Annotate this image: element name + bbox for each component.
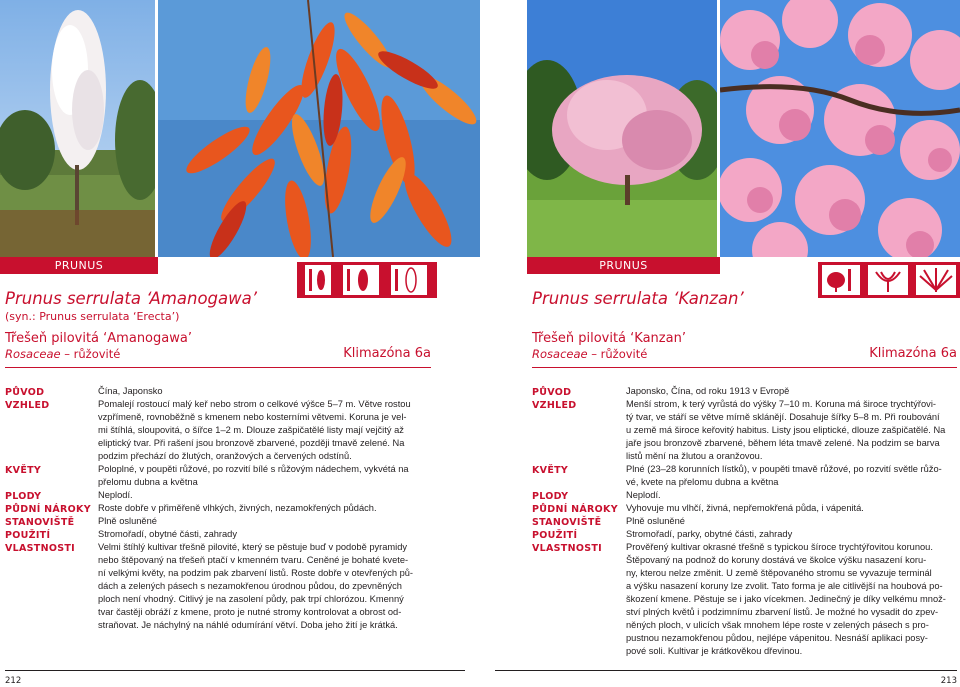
narrow-crown-icon <box>391 265 427 295</box>
footer-divider <box>5 670 465 671</box>
label-vzhled: VZHLED <box>532 400 577 411</box>
synonym: (syn.: Prunus serrulata ‘Erecta’) <box>5 310 180 323</box>
text-line: Čína, Japonsko <box>98 386 163 396</box>
genus-bar: PRUNUS <box>0 257 158 274</box>
text-line: Japonsko, Čína, od roku 1913 v Evropě <box>626 386 790 396</box>
text-line: ploch není vhodný. Citlivý je na zasolení půdy, pak trpí chlorózou. Kmenný <box>98 594 404 604</box>
label-pouziti: POUŽITÍ <box>532 530 578 541</box>
text-line: a výšku nasazení koruny lze zvolit. Tato forma je ale citlivější na houbová po- <box>626 581 943 591</box>
label-vlastnosti: VLASTNOSTI <box>5 543 75 554</box>
text-line: ny, kterou nelze změnit. U země štěpovaného stromu se vyvazuje terminál <box>626 568 932 578</box>
text-line: Štěpovaný na podnož do koruny dostává ve školce výšku nasazení koru- <box>626 555 927 565</box>
header-divider <box>532 367 957 368</box>
attribute-text <box>626 385 958 658</box>
label-vlastnosti: VLASTNOSTI <box>532 543 602 554</box>
text-line: přelomu dubna a května <box>98 477 198 487</box>
text-line: ství plných květů i podzimnímu zbarvení listů. Je možné ho vysadit do zpev- <box>626 607 939 617</box>
text-line: jaře jsou bronzově zbarvené, během léta tmavě zelené. Na podzim se barva <box>626 438 940 448</box>
text-line: něných ploch, v ulicích však mnohem lépe roste v zelených pásech s pro- <box>626 620 929 630</box>
species-title: Prunus serrulata ‘Amanogawa’ <box>5 289 257 308</box>
label-stanoviste: STANOVIŠTĚ <box>5 517 75 528</box>
text-line: Pomalejí rostoucí malý keř nebo strom o celkové výšce 5–7 m. Větve rostou <box>98 399 411 409</box>
text-line: u země má široce keřovitý habitus. Listy jsou eliptické, dlouze zašpičatělé. Na <box>626 425 946 435</box>
text-line: Menší strom, k terý vyrůstá do výšky 7–10 m. Koruna má široce trychtýřovi- <box>626 399 936 409</box>
right-page <box>480 0 960 687</box>
text-line: pové soli. Kultivar je krátkověkou dřevinou. <box>626 646 803 656</box>
text-line: tvar častěji obráží z kmene, proto je nutné stromy kontrolovat a obrost od- <box>98 607 402 617</box>
label-pouziti: POUŽITÍ <box>5 530 51 541</box>
text-line: Velmi štíhlý kultivar třešně pilovité, který se pěstuje buď v podobě pyramidy <box>98 542 408 552</box>
text-line: Poloplné, v poupěti růžové, po rozvití bílé s růžovým nádechem, vykvétá na <box>98 464 409 474</box>
text-line: Vyhovuje mu vlhčí, živná, nepřemokřená půda, i vápenitá. <box>626 503 864 513</box>
text-line: listů mění na žlutou a oranžovou. <box>626 451 763 461</box>
text-line: podzim přechází do žlutých, oranžových a červených odstínů. <box>98 451 352 461</box>
species-title: Prunus serrulata ‘Kanzan’ <box>532 289 744 308</box>
genus-bar: PRUNUS <box>527 257 720 274</box>
text-line: Neplodí. <box>98 490 133 500</box>
fan-crown-icon <box>868 265 908 295</box>
tree-height-icon <box>822 265 860 295</box>
text-line: Prověřený kultivar okrasné třešně s typickou šírocе trychtýřovitou korunou. <box>626 542 933 552</box>
page-number: 213 <box>940 676 957 686</box>
label-kvety: KVĚTY <box>532 465 569 476</box>
text-line: škození kmene. Pěstuje se i jako vícekmen. Jedinečný je díky velkému množ- <box>626 594 946 604</box>
photo-columnar-tree <box>0 0 155 257</box>
footer-divider <box>495 670 957 671</box>
photo-kanzan-tree <box>527 0 717 257</box>
label-plody: PLODY <box>532 491 569 502</box>
label-puvod: PŮVOD <box>532 387 572 398</box>
climate-zone: Klimazóna 6a <box>869 346 957 361</box>
text-line: mi štíhlá, sloupovitá, o šířce 1–2 m. Dlouze zašpičatělé listy mají vejčitý až <box>98 425 404 435</box>
page-number: 212 <box>5 676 22 686</box>
columnar-tree-icon <box>343 265 379 295</box>
label-pudni: PŮDNÍ NÁROKY <box>532 504 618 515</box>
czech-name: Třešeň pilovitá ‘Kanzan’ <box>532 331 686 346</box>
label-stanoviste: STANOVIŠTĚ <box>532 517 602 528</box>
text-line: Stromořadí, obytné části, zahrady <box>98 529 238 539</box>
text-line: straňovat. Je náchylný na náhlé odumírání větví. Doba jeho žití je krátká. <box>98 620 398 630</box>
text-line: vé, kvete na přelomu dubna a května <box>626 477 779 487</box>
text-line: Stromořadí, parky, obytné části, zahrady <box>626 529 793 539</box>
family-czech: – růžovité <box>587 347 648 361</box>
attribute-text <box>98 385 438 632</box>
czech-name: Třešeň pilovitá ‘Amanogawa’ <box>5 331 192 346</box>
label-kvety: KVĚTY <box>5 465 42 476</box>
text-line: eliptický tvar. Při rašení jsou bronzově zbarvené, později tmavě zelené. Na <box>98 438 405 448</box>
family <box>5 347 120 361</box>
family-czech: – růžovité <box>60 347 121 361</box>
text-line: Roste dobře v přiměřeně vlhkých, živných, nezamokřených půdách. <box>98 503 377 513</box>
text-line: nebo štěpovaný na třešeň ptačí v kmenném tvaru. Ceněné je bohaté kvete- <box>98 555 409 565</box>
label-pudni: PŮDNÍ NÁROKY <box>5 504 91 515</box>
family-latin: Rosaceae <box>5 347 61 361</box>
text-line: Neplodí. <box>626 490 661 500</box>
text-line: dách a zelených pásech s nezamokřenou úrodnou půdou, do zpevněných <box>98 581 402 591</box>
family <box>532 347 647 361</box>
attribute-labels <box>532 387 624 557</box>
climate-zone: Klimazóna 6a <box>343 346 431 361</box>
wide-crown-icon <box>916 265 956 295</box>
tree-height-icon <box>305 265 331 295</box>
header-divider <box>5 367 431 368</box>
attribute-labels <box>5 387 95 557</box>
text-line: vzpřímeně, rovnoběžně s kmenem nebo kosterními větvemi. Koruna je vel- <box>98 412 407 422</box>
label-puvod: PŮVOD <box>5 387 45 398</box>
label-plody: PLODY <box>5 491 42 502</box>
text-line: tý tvar, ve stáří se větve mírně sklánějí. Dosahuje šířky 5–8 m. Při roubování <box>626 412 940 422</box>
photo-kanzan-blossoms <box>720 0 960 257</box>
text-line: Plné (23–28 korunních lístků), v poupěti tmavě růžové, po rozvití světle růžo- <box>626 464 942 474</box>
habit-icon-strip <box>297 262 437 298</box>
family-latin: Rosaceae <box>532 347 588 361</box>
label-vzhled: VZHLED <box>5 400 50 411</box>
text-line: Plně osluněné <box>98 516 157 526</box>
text-line: pustnou nezamokřenou půdou, nejlépe vápenitou. Nesnáší aplikaci posy- <box>626 633 928 643</box>
photo-autumn-leaves <box>158 0 480 257</box>
habit-icon-strip <box>818 262 960 298</box>
text-line: ní velkými květy, na podzim pak zbarvení listů. Roste dobře v otevřených pů- <box>98 568 414 578</box>
text-line: Plně osluněné <box>626 516 685 526</box>
